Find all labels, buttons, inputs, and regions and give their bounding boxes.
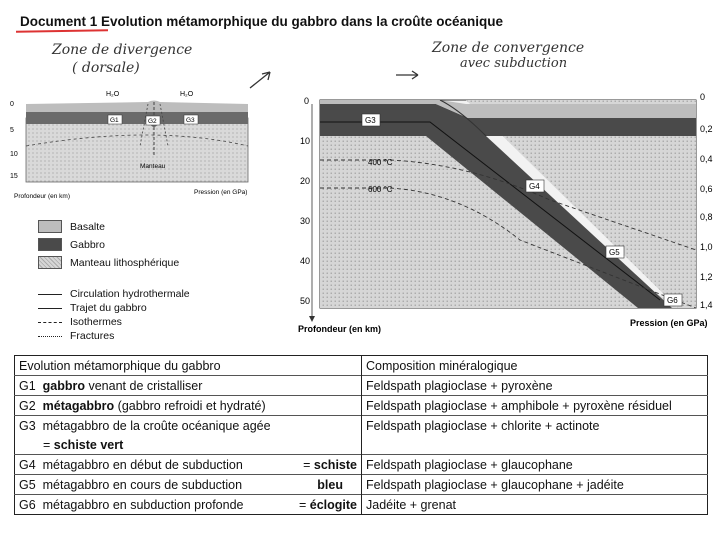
legend-circulation-label: Circulation hydrothermale bbox=[70, 288, 190, 300]
left-basalt-layer bbox=[26, 101, 248, 113]
right-depth-tick: 50 bbox=[300, 296, 311, 306]
row-code: G4 bbox=[19, 457, 36, 472]
left-depth-tick: 15 bbox=[10, 173, 18, 180]
row-description: (gabbro refroidi et hydraté) bbox=[117, 398, 266, 413]
legend-basalte-label: Basalte bbox=[70, 220, 106, 233]
right-isotherm-400-label: 400 °C bbox=[368, 158, 393, 167]
row-term: schiste bbox=[313, 457, 357, 472]
legend-manteau-swatch bbox=[38, 256, 62, 269]
table-cell-composition: Feldspath plagioclase + pyroxène bbox=[362, 376, 708, 396]
table-cell-composition: Feldspath plagioclase + amphibole + pyroxène résiduel bbox=[362, 396, 708, 416]
legend-gabbro-swatch bbox=[38, 238, 62, 251]
left-depth-tick: 0 bbox=[10, 101, 14, 108]
right-pressure-tick: 1,4 bbox=[700, 300, 713, 310]
row-equals: = bbox=[298, 497, 307, 512]
document-title bbox=[20, 14, 503, 29]
right-pressure-tick: 0,8 bbox=[700, 212, 713, 222]
row-code: G6 bbox=[19, 497, 36, 512]
right-isotherm-600-label: 600 °C bbox=[368, 185, 393, 194]
right-depth-tick: 30 bbox=[300, 216, 311, 226]
legend-manteau bbox=[38, 256, 179, 269]
row-code: G5 bbox=[19, 477, 36, 492]
table-cell-evolution bbox=[15, 495, 362, 515]
document-title-text: Document 1 Evolution métamorphique du gabbro dans la croûte océanique bbox=[20, 14, 504, 29]
legend-basalte-swatch bbox=[38, 220, 62, 233]
table-cell-evolution bbox=[15, 396, 362, 416]
divergence-diagram bbox=[8, 84, 268, 204]
left-manteau-label: Manteau bbox=[140, 163, 166, 170]
row-description: métagabbro en début de subduction bbox=[42, 457, 243, 472]
left-h2o-label: H₂O bbox=[180, 91, 194, 98]
left-depth-axis-label: Profondeur (en km) bbox=[14, 193, 70, 200]
right-g5-label: G5 bbox=[609, 248, 620, 257]
left-depth-tick: 10 bbox=[10, 151, 18, 158]
legend-manteau-label: Manteau lithosphérique bbox=[70, 256, 180, 269]
right-pressure-tick: 0,6 bbox=[700, 184, 713, 194]
legend-fractures-label: Fractures bbox=[70, 330, 115, 342]
left-g3-label: G3 bbox=[186, 117, 195, 124]
legend-trajet-line bbox=[38, 308, 62, 309]
legend-gabbro bbox=[38, 238, 105, 251]
table-row bbox=[15, 416, 708, 436]
title-underline bbox=[16, 29, 108, 33]
right-depth-axis-arrow bbox=[309, 316, 315, 322]
table-cell-composition: Feldspath plagioclase + glaucophane + jadéite bbox=[362, 475, 708, 495]
row-term: gabbro bbox=[42, 378, 85, 393]
table-cell-composition: Feldspath plagioclase + glaucophane bbox=[362, 455, 708, 475]
legend-isothermes-label: Isothermes bbox=[70, 316, 122, 328]
left-pressure-axis-label: Pression (en GPa) bbox=[194, 189, 248, 196]
table-row bbox=[15, 396, 708, 416]
table-row bbox=[15, 435, 708, 455]
left-g2-label: G2 bbox=[148, 118, 157, 125]
row-term: bleu bbox=[317, 477, 343, 492]
right-depth-tick: 20 bbox=[300, 176, 311, 186]
row-term: métagabbro bbox=[42, 398, 115, 413]
legend-trajet bbox=[38, 302, 147, 314]
right-g3-label: G3 bbox=[365, 116, 376, 125]
table-row bbox=[15, 495, 708, 515]
right-pressure-tick: 1,2 bbox=[700, 272, 713, 282]
right-pressure-tick: 1,0 bbox=[700, 242, 713, 252]
legend-fractures bbox=[38, 330, 114, 342]
legend-isothermes-line bbox=[38, 322, 62, 323]
row-code: G3 bbox=[19, 418, 36, 433]
legend-circulation bbox=[38, 288, 190, 300]
handwritten-convergence: Zone de convergence bbox=[432, 40, 585, 56]
right-pressure-tick: 0,2 bbox=[700, 124, 713, 134]
left-mantle-layer bbox=[26, 118, 248, 182]
row-description: métagabbro en subduction profonde bbox=[42, 497, 244, 512]
row-code: G2 bbox=[19, 398, 36, 413]
table-cell-composition-empty bbox=[362, 435, 708, 455]
row-term: éclogite bbox=[309, 497, 357, 512]
table-cell-composition: Feldspath plagioclase + chlorite + actinote bbox=[362, 416, 708, 436]
right-g4-label: G4 bbox=[529, 182, 540, 191]
left-h2o-label: H₂O bbox=[106, 91, 120, 98]
row-description: venant de cristalliser bbox=[88, 378, 203, 393]
table-row bbox=[15, 475, 708, 495]
table-cell-evolution bbox=[15, 455, 362, 475]
left-depth-tick: 5 bbox=[10, 127, 14, 134]
row-equals: = bbox=[303, 457, 311, 472]
mineral-table bbox=[14, 355, 708, 515]
right-depth-tick: 40 bbox=[300, 256, 311, 266]
right-pressure-tick: 0 bbox=[700, 92, 706, 102]
row-code: G1 bbox=[19, 378, 36, 393]
table-cell-composition: Jadéite + grenat bbox=[362, 495, 708, 515]
right-depth-tick: 10 bbox=[300, 136, 311, 146]
right-depth-axis-label: Profondeur (en km) bbox=[298, 324, 382, 334]
legend-fractures-line bbox=[38, 336, 62, 337]
table-cell-evolution bbox=[15, 416, 362, 436]
handwritten-divergence: Zone de divergence bbox=[52, 42, 193, 58]
table-cell-evolution bbox=[15, 475, 362, 495]
table-row bbox=[15, 455, 708, 475]
legend-isothermes bbox=[38, 316, 122, 328]
table-header-left: Evolution métamorphique du gabbro bbox=[15, 356, 362, 376]
table-cell-evolution bbox=[15, 435, 362, 455]
right-depth-tick: 0 bbox=[304, 96, 310, 106]
legend-gabbro-label: Gabbro bbox=[70, 238, 106, 251]
table-header-row bbox=[15, 356, 708, 376]
subduction-diagram bbox=[290, 80, 720, 340]
row-equals: = bbox=[43, 437, 54, 452]
row-term: schiste vert bbox=[53, 437, 124, 452]
row-description: métagabbro en cours de subduction bbox=[42, 477, 243, 492]
right-g6-label: G6 bbox=[667, 296, 678, 305]
handwritten-dorsale: ( dorsale) bbox=[72, 60, 140, 76]
handwritten-subduction: avec subduction bbox=[460, 56, 568, 71]
table-row bbox=[15, 376, 708, 396]
table-header-right: Composition minéralogique bbox=[366, 358, 518, 373]
right-pressure-axis-label: Pression (en GPa) bbox=[630, 318, 708, 328]
legend-trajet-label: Trajet du gabbro bbox=[70, 302, 147, 314]
legend-basalte bbox=[38, 220, 105, 233]
left-g1-label: G1 bbox=[110, 117, 119, 124]
table-cell-evolution bbox=[15, 376, 362, 396]
row-description: métagabbro de la croûte océanique agée bbox=[42, 418, 271, 433]
right-pressure-tick: 0,4 bbox=[700, 154, 713, 164]
legend-circulation-line bbox=[38, 294, 62, 295]
